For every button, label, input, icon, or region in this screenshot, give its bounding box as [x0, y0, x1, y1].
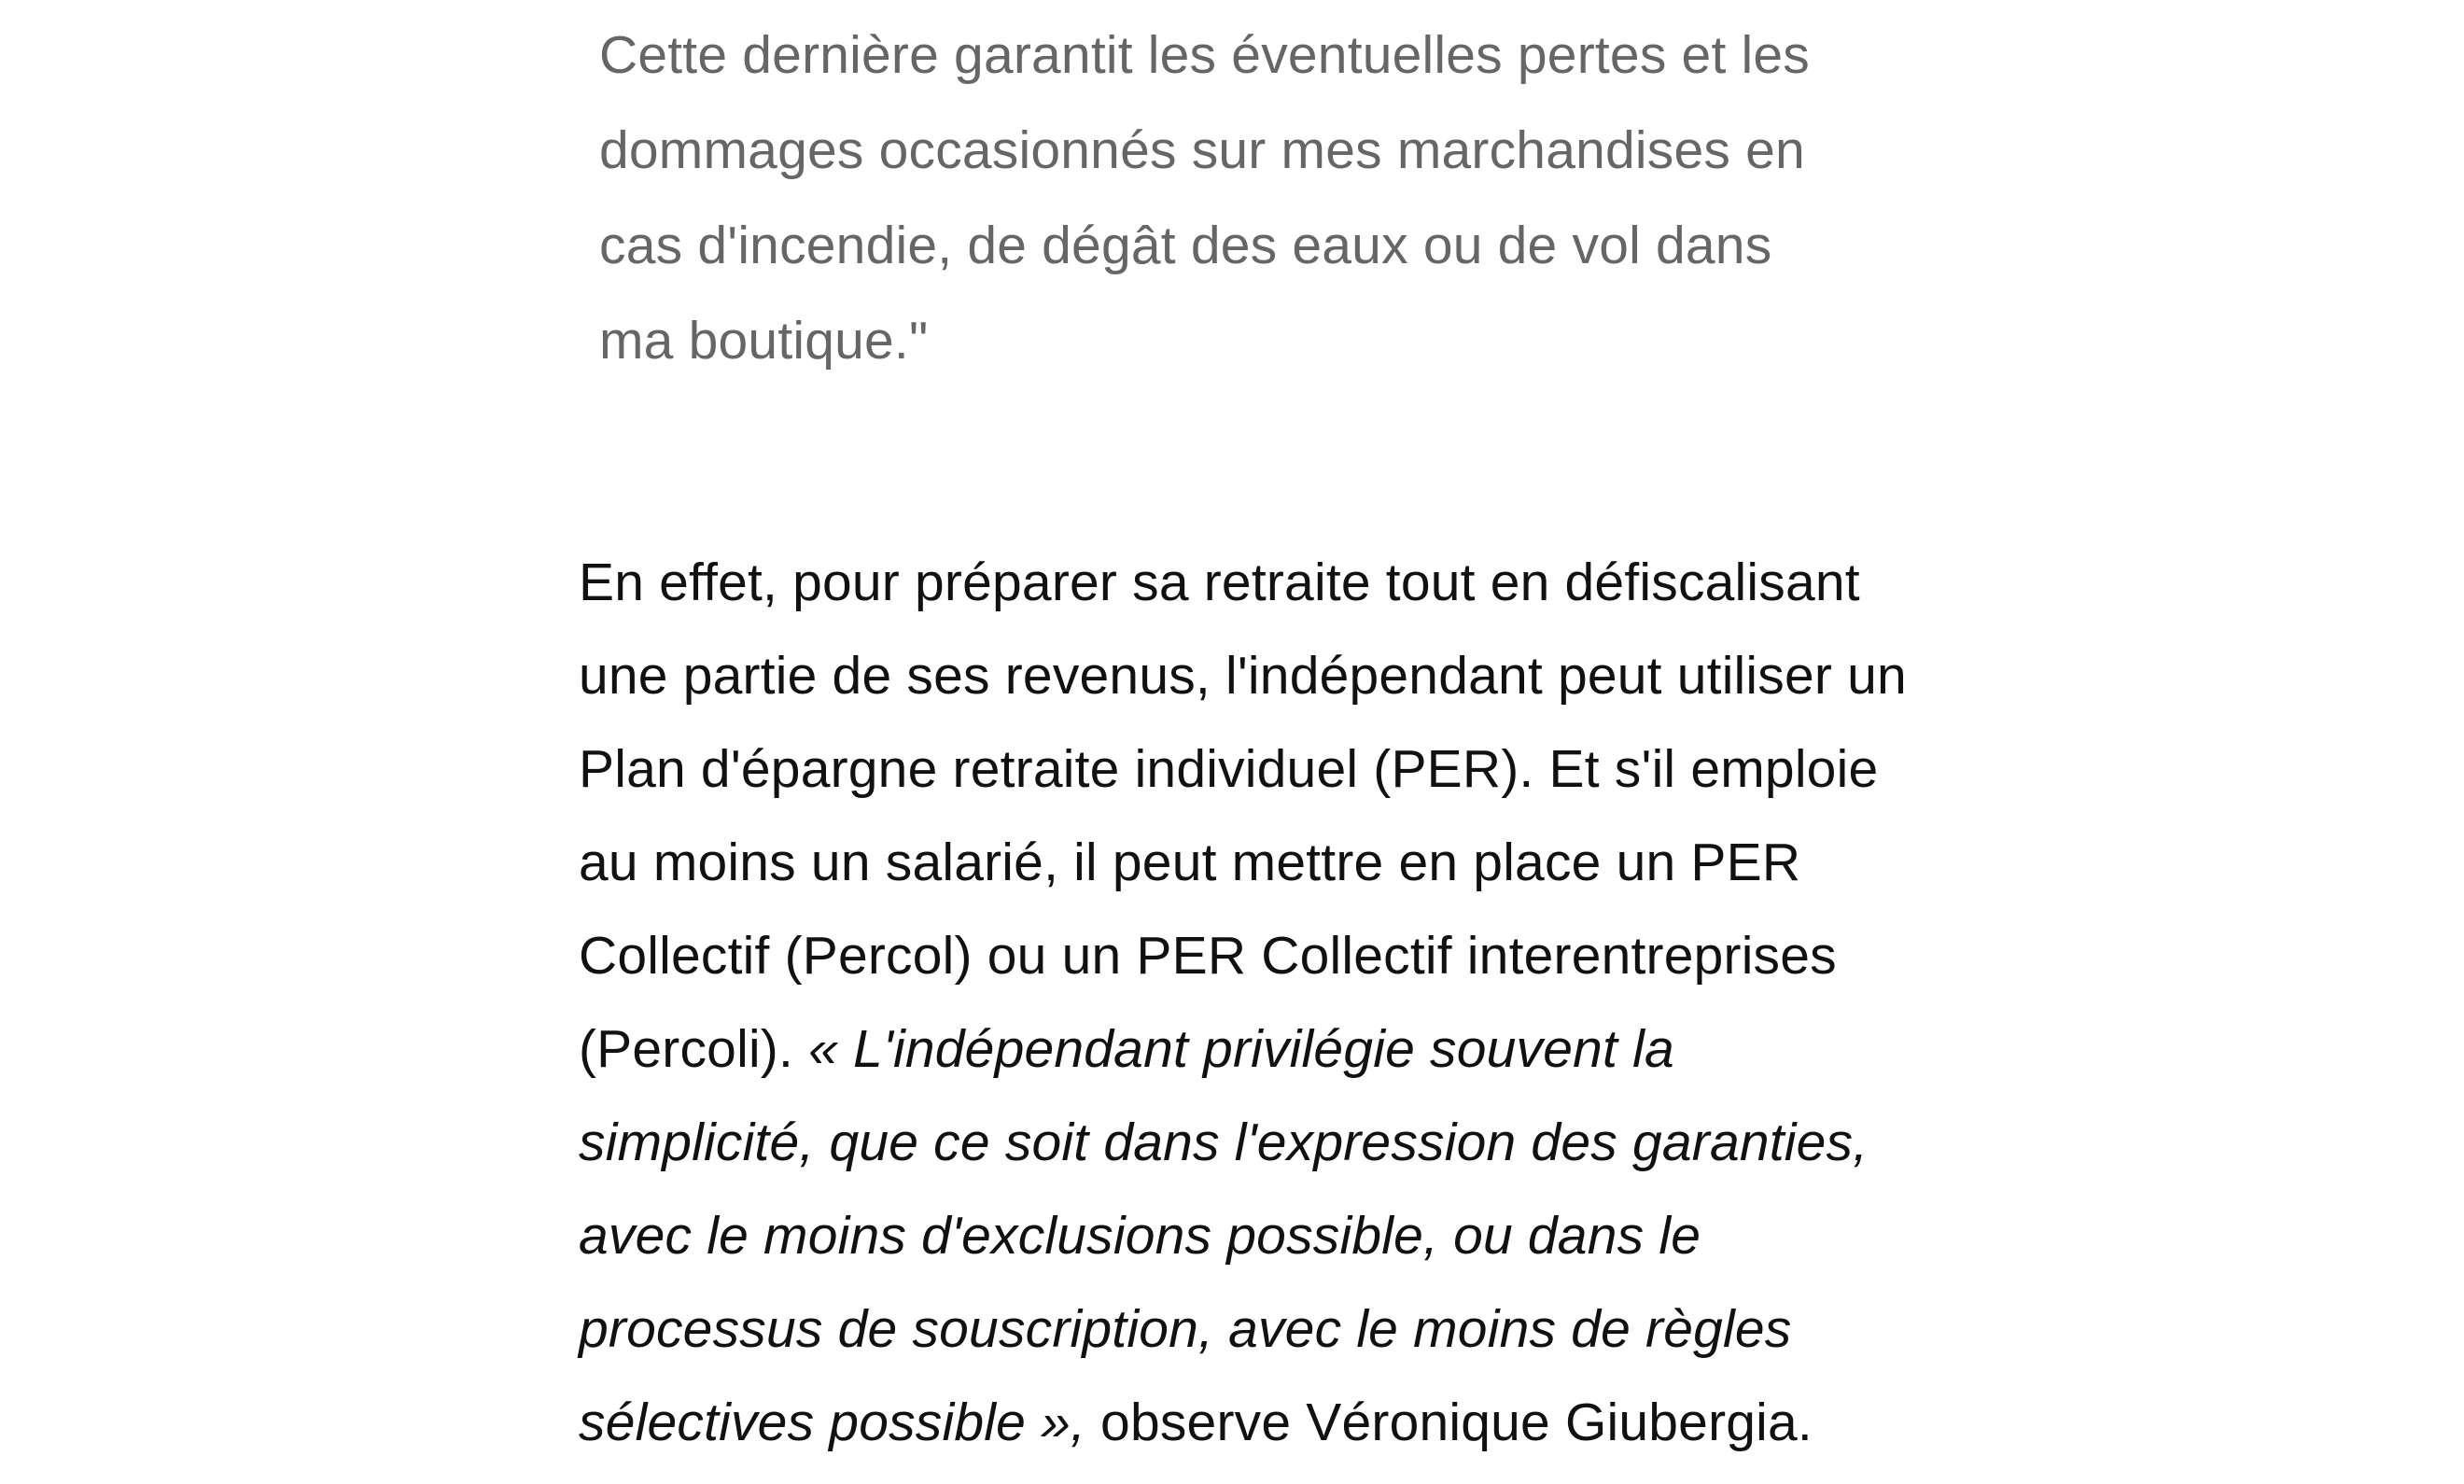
paragraph-text: (Percoli). [579, 1019, 809, 1079]
article-paragraph [579, 536, 1997, 1469]
quote-text: « L'indépendant privilégie souvent la [808, 1019, 1674, 1079]
quote-line: ma boutique." [599, 311, 929, 371]
quote-line: simplicité, que ce soit dans l'expression des garanties, [579, 1113, 1869, 1172]
paragraph-line: Plan d'épargne retraite individuel (PER). Et s'il emploie [579, 739, 1879, 799]
paragraph-line: En effet, pour préparer sa retraite tout en défiscalisant [579, 553, 1860, 612]
quote-text: sélectives possible », [579, 1393, 1086, 1452]
quote-line: Cette dernière garantit les éventuelles pertes et les [599, 25, 1810, 85]
paragraph-line [579, 1376, 1997, 1469]
quote-line: processus de souscription, avec le moins de règles [579, 1299, 1792, 1359]
attribution-text: observe Véronique Giubergia. [1085, 1393, 1813, 1452]
quote-line: avec le moins d'exclusions possible, ou dans le [579, 1206, 1701, 1266]
quote-line: cas d'incendie, de dégât des eaux ou de vol dans [599, 216, 1772, 275]
paragraph-line: au moins un salarié, il peut mettre en place un PER [579, 833, 1801, 892]
quoted-text-block [599, 7, 1971, 388]
quote-line: dommages occasionnés sur mes marchandises en [599, 120, 1805, 180]
paragraph-line [579, 1002, 1997, 1096]
paragraph-line: une partie de ses revenus, l'indépendant peut utiliser un [579, 646, 1907, 706]
paragraph-line: Collectif (Percol) ou un PER Collectif interentreprises [579, 926, 1837, 986]
